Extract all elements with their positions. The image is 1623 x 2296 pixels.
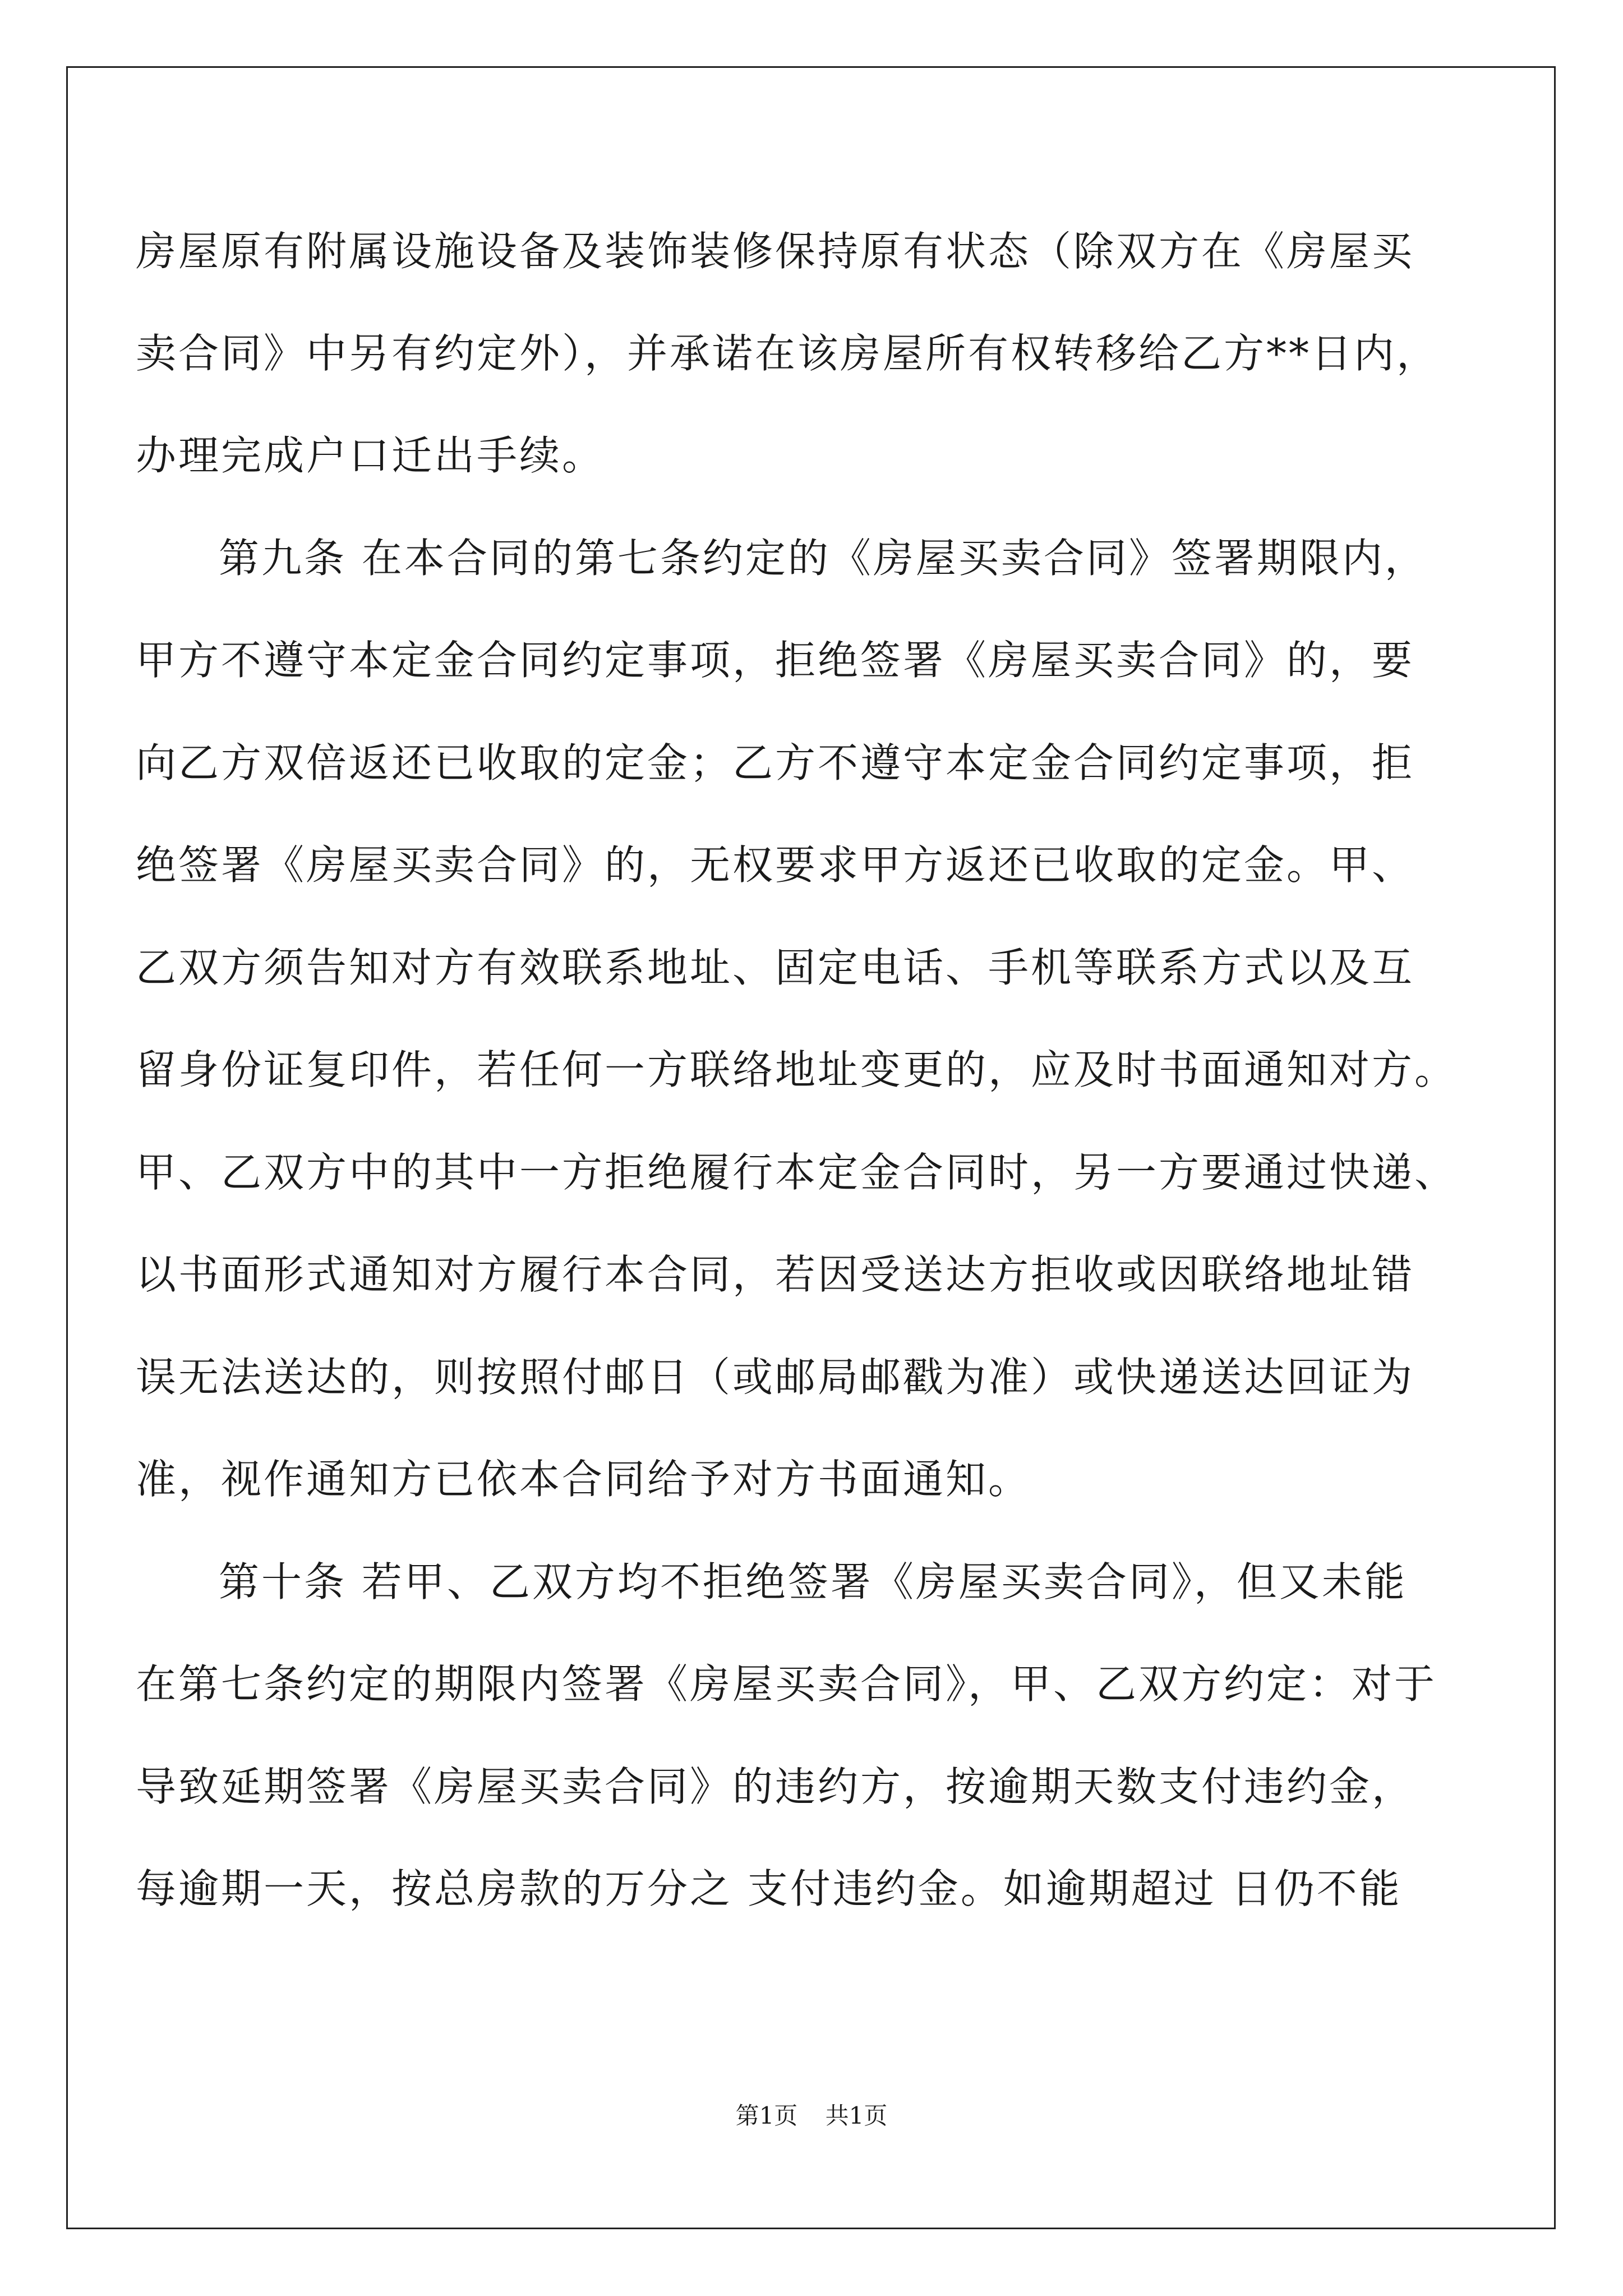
page-number: 第1页	[735, 2102, 798, 2129]
text-line: 导致延期签署《房屋买卖合同》的违约方，按逾期天数支付违约金，	[136, 1763, 1415, 1810]
page-total: 共1页	[825, 2102, 888, 2129]
text-line: 留身份证复印件，若任何一方联络地址变更的，应及时书面通知对方。	[136, 1046, 1458, 1093]
text-line: 甲、乙双方中的其中一方拒绝履行本定金合同时，另一方要通过快递、	[136, 1149, 1458, 1196]
text-line: 办理完成户口迁出手续。	[136, 432, 605, 479]
text-line: 房屋原有附属设施设备及装饰装修保持原有状态（除双方在《房屋买	[136, 228, 1415, 275]
clause-ten-heading-line: 第十条 若甲、乙双方均不拒绝签署《房屋买卖合同》，但又未能	[219, 1558, 1407, 1605]
text-line: 在第七条约定的期限内签署《房屋买卖合同》，甲、乙双方约定：对于	[136, 1660, 1437, 1708]
text-line: 绝签署《房屋买卖合同》的，无权要求甲方返还已收取的定金。甲、	[136, 841, 1415, 889]
text-line: 甲方不遵守本定金合同约定事项，拒绝签署《房屋买卖合同》的，要	[136, 637, 1415, 684]
text-line: 卖合同》中另有约定外），并承诺在该房屋所有权转移给乙方**日内，	[136, 330, 1440, 377]
page-footer	[0, 2099, 1623, 2133]
clause-nine-heading-line: 第九条 在本合同的第七条约定的《房屋买卖合同》签署期限内，	[219, 535, 1427, 582]
text-line: 向乙方双倍返还已收取的定金；乙方不遵守本定金合同约定事项，拒	[136, 739, 1415, 786]
text-line: 准，视作通知方已依本合同给予对方书面通知。	[136, 1456, 1031, 1503]
text-line: 误无法送达的，则按照付邮日（或邮局邮戳为准）或快递送达回证为	[136, 1354, 1415, 1401]
text-line: 每逾期一天，按总房款的万分之 支付违约金。如逾期超过 日仍不能	[136, 1865, 1402, 1912]
text-line: 以书面形式通知对方履行本合同，若因受送达方拒收或因联络地址错	[136, 1251, 1415, 1298]
text-line: 乙双方须告知对方有效联系地址、固定电话、手机等联系方式以及互	[136, 944, 1415, 991]
